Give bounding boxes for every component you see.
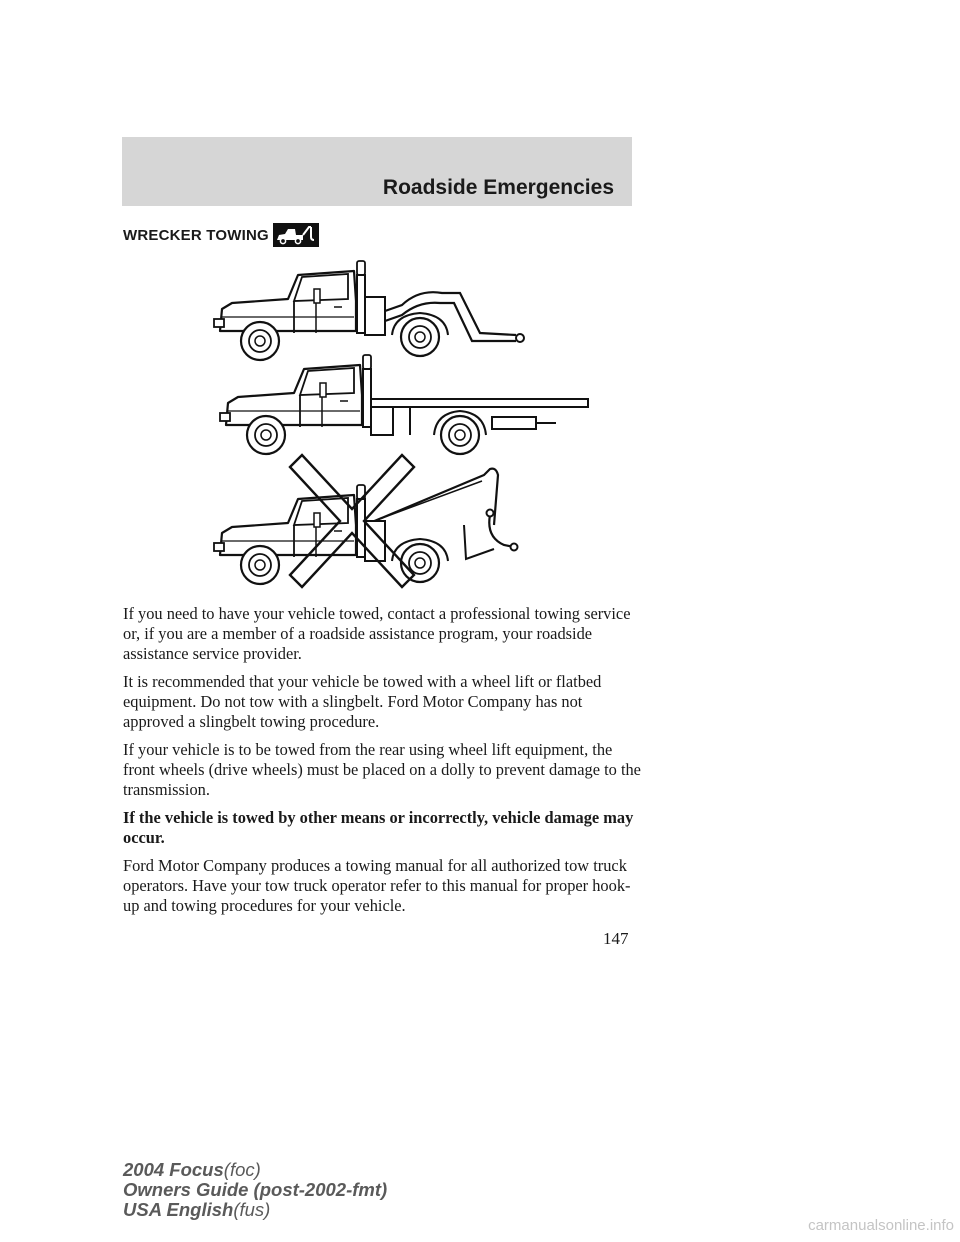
footer-language-code: (fus) bbox=[233, 1199, 271, 1220]
flatbed-tow-truck bbox=[220, 355, 588, 454]
tow-truck-icon bbox=[273, 223, 319, 247]
paragraph: If you need to have your vehicle towed, contact a professional towing service or, if you are a member of a roadside assistance program, your roadside assistance service provider. bbox=[123, 604, 631, 663]
footer-line-3 bbox=[123, 1200, 387, 1220]
section-heading bbox=[123, 222, 319, 248]
page-number: 147 bbox=[603, 929, 629, 948]
slingbelt-tow-truck bbox=[214, 469, 518, 584]
paragraph: Ford Motor Company produces a towing manual for all authorized tow truck operators. Have your tow truck operator refer to this manual for proper hook-up and towing procedures for your vehicle. bbox=[123, 856, 631, 915]
footer-model-code: (foc) bbox=[223, 1159, 261, 1180]
paragraph: If your vehicle is to be towed from the rear using wheel lift equipment, the front wheels (drive wheels) must be placed on a dolly to prevent damage to the transmission. bbox=[123, 740, 641, 799]
footer bbox=[123, 1160, 387, 1220]
towing-methods-illustration bbox=[210, 255, 600, 595]
watermark: carmanualsonline.info bbox=[808, 1217, 954, 1234]
paragraph: It is recommended that your vehicle be towed with a wheel lift or flatbed equipment. Do not tow with a slingbelt. Ford Motor Company has not approved a slingbelt towing procedure. bbox=[123, 672, 602, 731]
footer-model: 2004 Focus bbox=[123, 1159, 224, 1180]
header-band bbox=[122, 137, 632, 206]
body-text bbox=[123, 604, 643, 924]
section-title: Roadside Emergencies bbox=[382, 176, 614, 199]
footer-line-1 bbox=[123, 1160, 387, 1180]
footer-language: USA English bbox=[123, 1199, 234, 1220]
wheel-lift-tow-truck bbox=[214, 261, 524, 360]
footer-line-2: Owners Guide (post-2002-fmt) bbox=[123, 1179, 388, 1200]
heading-text: WRECKER TOWING bbox=[123, 226, 269, 244]
warning-paragraph: If the vehicle is towed by other means or incorrectly, vehicle damage may occur. bbox=[123, 808, 634, 847]
